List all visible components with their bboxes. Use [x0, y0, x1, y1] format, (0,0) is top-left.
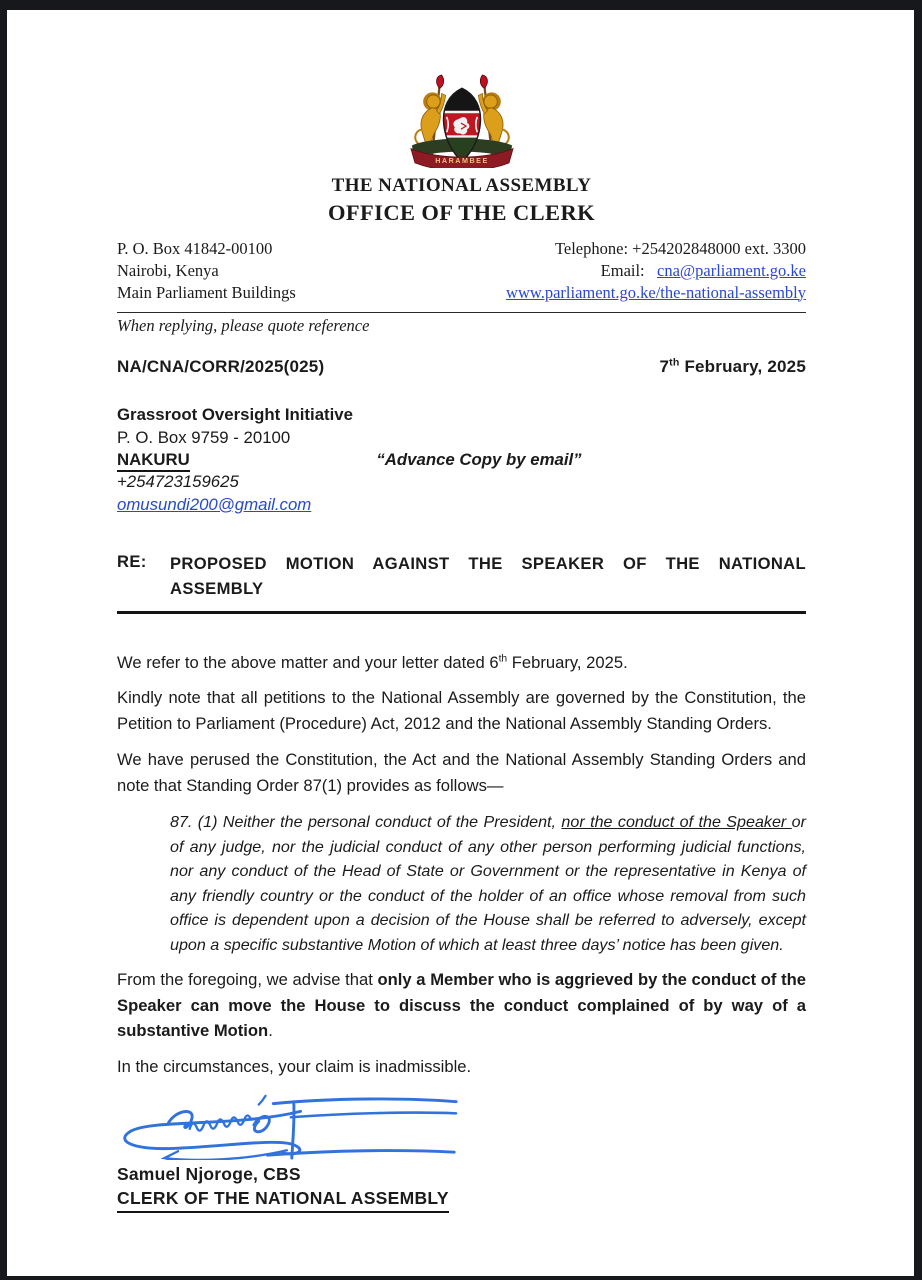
- reference-row: [117, 357, 806, 377]
- signatory-name: Samuel Njoroge, CBS: [117, 1163, 301, 1184]
- signatory-title: CLERK OF THE NATIONAL ASSEMBLY: [117, 1188, 449, 1213]
- address-line: Nairobi, Kenya: [117, 260, 219, 280]
- letter-page: [7, 10, 914, 1276]
- telephone-line: Telephone: +254202848000 ext. 3300: [554, 239, 806, 258]
- paragraph-1: We refer to the above matter and your letter dated 6th February, 2025.: [117, 652, 628, 672]
- email-label: Email:: [600, 260, 645, 280]
- reference-number: NA/CNA/CORR/2025(025): [117, 357, 325, 377]
- divider-rule: [117, 312, 806, 313]
- addressee-pobox: P. O. Box 9759 - 20100: [117, 427, 291, 447]
- emblem-wrap: [117, 74, 806, 173]
- subject-text: PROPOSED MOTION AGAINST THE SPEAKER OF THE NATIONAL ASSEMBLY: [170, 553, 806, 598]
- subject-line: [117, 552, 806, 614]
- quote-reference-note: When replying, please quote reference: [117, 316, 370, 336]
- org-name-line1: THE NATIONAL ASSEMBLY: [331, 175, 592, 196]
- addressee-city: NAKURU: [117, 450, 190, 472]
- contact-block: [117, 238, 806, 303]
- signature-image: [101, 1090, 469, 1160]
- letter-date: 7th February, 2025: [659, 356, 806, 377]
- advance-copy-note: “Advance Copy by email”: [376, 449, 582, 469]
- address-line: P. O. Box 41842-00100: [117, 239, 273, 258]
- org-name-line2: OFFICE OF THE CLERK: [327, 200, 595, 225]
- paragraph-5: In the circumstances, your claim is inadmissible.: [117, 1057, 472, 1077]
- website-link[interactable]: www.parliament.go.ke/the-national-assembly: [506, 282, 806, 302]
- kenya-coat-of-arms-icon: [393, 74, 531, 168]
- standing-order-quote: 87. (1) Neither the personal conduct of the President, nor the conduct of the Speaker or of any judge, nor the judicial conduct of any other person performing judicial functions, nor any conduct of the Head of State or Government or the representative in Kenya of any friendly country or the conduct of the holder of an office whose removal from such office is dependent upon a decision of the House shall be referred to adversely, except upon a specific substantive Motion of which at least three days’ notice has been given.: [170, 813, 806, 954]
- addressee-name: Grassroot Oversight Initiative: [117, 405, 353, 425]
- paragraph-3: We have perused the Constitution, the Act and the National Assembly Standing Orders and note that Standing Order 87(1) provides as follows—: [117, 749, 806, 795]
- addressee-block: [117, 404, 806, 516]
- signature-wrap: [101, 1090, 806, 1160]
- sender-contacts: [506, 238, 806, 303]
- address-line: Main Parliament Buildings: [117, 282, 296, 302]
- sender-address: [117, 238, 296, 303]
- paragraph-2: Kindly note that all petitions to the National Assembly are governed by the Constitution, the Petition to Parliament (Procedure) Act, 2012 and the National Assembly Standing Orders.: [117, 688, 806, 734]
- paragraph-4: From the foregoing, we advise that only a Member who is aggrieved by the conduct of the Speaker can move the House to discuss the conduct complained of by way of a substantive Motion.: [117, 970, 806, 1041]
- addressee-phone: +254723159625: [117, 472, 239, 492]
- emblem-motto-text: HARAMBEE: [434, 156, 489, 165]
- addressee-email-link[interactable]: omusundi200@gmail.com: [117, 494, 312, 514]
- subject-label: RE:: [117, 551, 147, 571]
- addressee-city-row: [117, 449, 806, 471]
- letter-body: [117, 650, 806, 1080]
- clerk-email-link[interactable]: cna@parliament.go.ke: [657, 260, 806, 280]
